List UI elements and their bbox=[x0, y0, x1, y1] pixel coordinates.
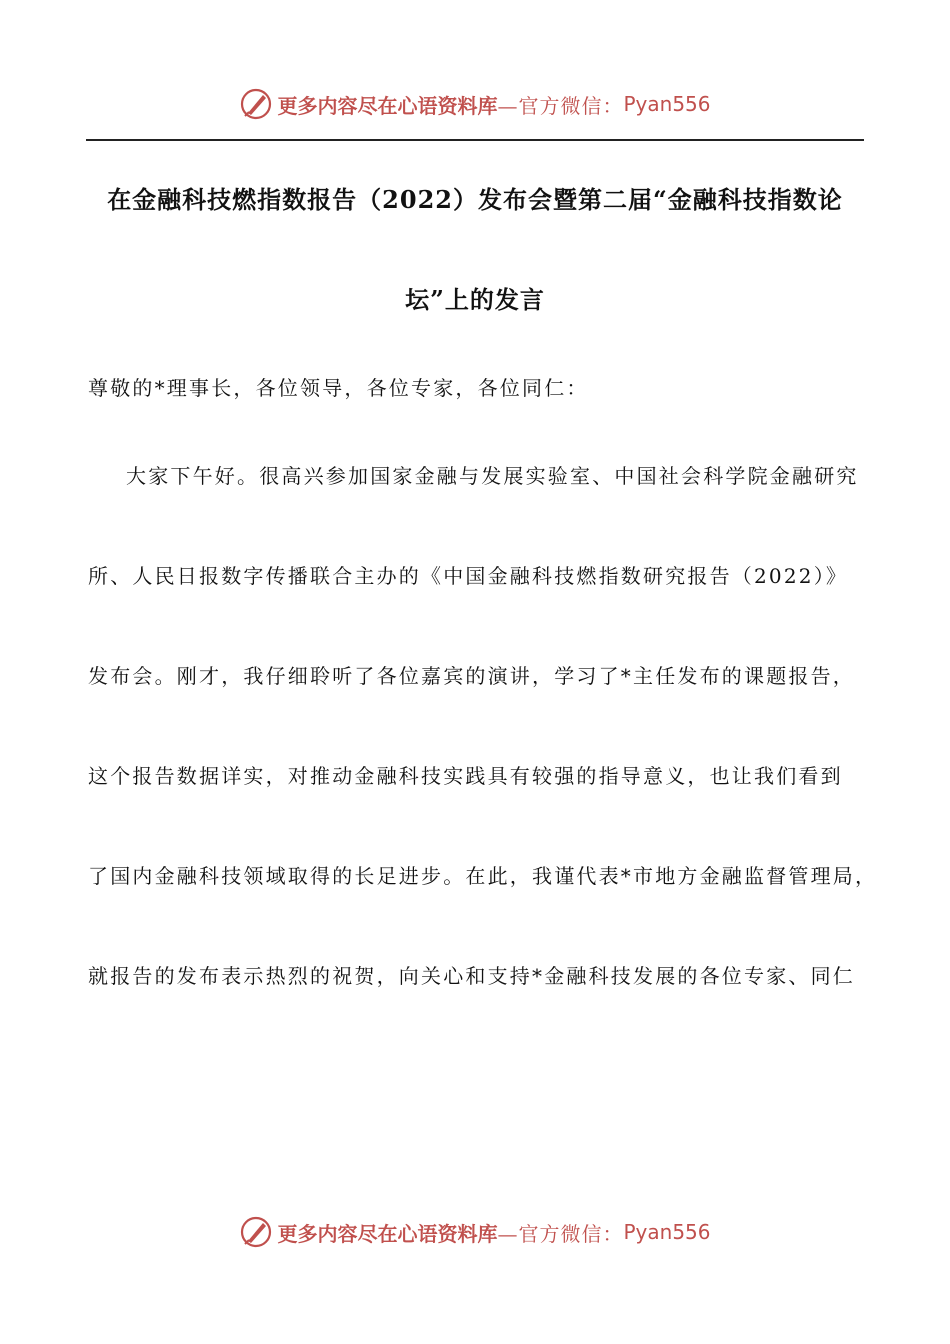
banner-wechat-id: Pyan556 bbox=[623, 1220, 711, 1244]
footer-banner bbox=[0, 1212, 950, 1252]
banner-main-text: 更多内容尽在心语资料库 bbox=[277, 1221, 498, 1246]
header-banner bbox=[0, 84, 950, 124]
header-rule bbox=[86, 139, 864, 141]
quill-pen-logo-icon bbox=[239, 1215, 273, 1249]
document-title-line-1: 在金融科技燃指数报告（2022）发布会暨第二届“金融科技指数论 bbox=[107, 185, 843, 214]
salutation: 尊敬的*理事长，各位领导，各位专家，各位同仁： bbox=[88, 376, 589, 400]
paragraph-line: 发布会。刚才，我仔细聆听了各位嘉宾的演讲，学习了*主任发布的课题报告， bbox=[88, 664, 855, 688]
banner-main-text: 更多内容尽在心语资料库 bbox=[277, 93, 498, 118]
paragraph-line: 就报告的发布表示热烈的祝贺，向关心和支持*金融科技发展的各位专家、同仁 bbox=[88, 964, 855, 988]
paragraph-line: 大家下午好。很高兴参加国家金融与发展实验室、中国社会科学院金融研究 bbox=[126, 464, 859, 488]
banner-sub-text: —官方微信： bbox=[497, 1221, 624, 1246]
quill-pen-logo-icon bbox=[239, 87, 273, 121]
banner-wechat-id: Pyan556 bbox=[623, 92, 711, 116]
document-title-line-2: 坛”上的发言 bbox=[405, 285, 545, 314]
paragraph-line: 这个报告数据详实，对推动金融科技实践具有较强的指导意义，也让我们看到 bbox=[88, 764, 843, 788]
paragraph-line: 所、人民日报数字传播联合主办的《中国金融科技燃指数研究报告（2022）》 bbox=[88, 564, 849, 588]
paragraph-line: 了国内金融科技领域取得的长足进步。在此，我谨代表*市地方金融监督管理局， bbox=[88, 864, 878, 888]
banner-sub-text: —官方微信： bbox=[497, 93, 624, 118]
